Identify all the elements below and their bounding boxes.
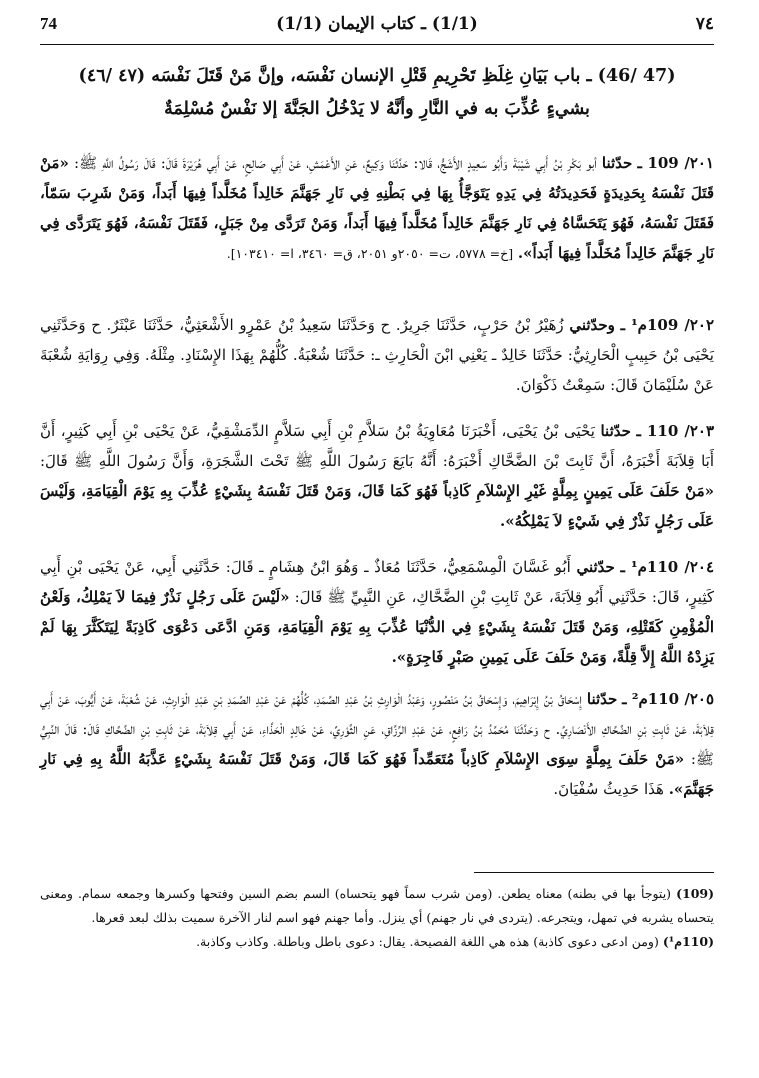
running-header (40, 12, 714, 42)
hadith-keyword: حدّثنا (586, 690, 618, 708)
hadith-sanad: زُهَيْرُ بْنُ حَرْبٍ، حَدَّثَنَا جَرِيرٌ. ح وَحَدَّثَنَا سَعِيدُ بْنُ عَمْرٍو الأَشْعَثِيُّ، حَدَّثَنَا عَبْثَرٌ. ح وَحَدَّثَنِي يَحْيَى بْنُ حَبِيبٍ الْحَارِثِيُّ: حَدَّثَنَا خَالِدٌ ـ يَعْنِي ابْنَ الْحَارِثِ ـ: حَدَّثَنَا شُعْبَةُ. كُلُّهُمْ بِهَذَا الإِسْنَادِ. مِثْلَهُ. وَفِي رِوَايَةِ شُعْبَةَ عَنْ سُلَيْمَانَ قَالَ: سَمِعْتُ ذَكْوَانَ. (40, 316, 714, 394)
hadith-matn: «لَيْسَ عَلَى رَجُلٍ نَذْرٌ فِيمَا لاَ يَمْلِكُ، وَلَعْنُ الْمُؤْمِنِ كَقَتْلِهِ، وَمَنْ قَتَلَ نَفْسَهُ بِشَيْءٍ فِي الدُّنْيَا عُذِّبَ بِهِ يَوْمَ الْقِيَامَةِ، وَمَنِ ادَّعَى دَعْوَى كَاذِبَةً لِيَتَكَثَّرَ بِهَا لَمْ يَزِدْهُ اللَّهُ إِلاَّ قِلَّةً، وَمَنْ حَلَفَ عَلَى يَمِينِ صَبْرٍ فَاجِرَةٍ». (40, 588, 714, 666)
footnote-109 (40, 882, 714, 930)
hadith-sanad: أبو بَكْرِ بْنُ أَبِي شَيْبَةَ وَأَبُو سَعِيدٍ الأَشَجُّ، قَالا: حَدَّثَنَا وَكِيعٌ، عَنِ الأَعْمَشِ، عَنْ أَبِي صَالِحٍ، عَنْ أَبِي هُرَيْرَةَ قَالَ: قَالَ رَسُولُ اللَّهِ ﷺ: (73, 154, 597, 172)
hadith-cross-reference: [خ= ٥٧٧٨، ت= ٢٠٥٠و ٢٠٥١، ق= ٣٤٦٠، ا= ١٠٣٤١٠]. (226, 246, 514, 261)
hadith-keyword: حدّثني (576, 558, 615, 576)
hadith-matn: «مَنْ حَلَفَ عَلَى يَمِينٍ بِمِلَّةٍ غَيْرِ الإِسْلاَمِ كَاذِباً فَهُوَ كَمَا قَالَ، وَمَنْ قَتَلَ نَفْسَهُ بِشَيْءٍ عُذِّبَ بِهِ يَوْمَ الْقِيَامَةِ، وَلَيْسَ عَلَى رَجُلٍ نَذْرٌ فِي شَيْءٍ لاَ يَمْلِكُهُ». (40, 482, 714, 530)
footnote-text: (ومن ادعى دعوى كاذبة) هذه هي اللغة الفصيحة. يقال: دعوى باطل وباطلة. وكاذب وكاذبة. (196, 934, 659, 949)
hadith-sanad: إِسْحَاقُ بْنُ إِبْرَاهِيمَ، وَإِسْحَاقُ بْنُ مَنْصُورٍ، وَعَبْدُ الْوَارِثِ بْنُ عَبْدِ الصَّمَدِ، كُلُّهُمْ عَنْ عَبْدِ الصَّمَدِ بْنِ عَبْدِ الْوَارِثِ، عَنْ شُعْبَةَ، عَنْ أَيُّوبَ، عَنْ أَبِي قِلاَبَةَ، عَنْ ثَابِتِ بْنِ الضَّحَّاكِ الأَنْصَارِيِّ. ح وَحَدَّثَنَا مُحَمَّدُ بْنُ رَافِعٍ، عَنْ عَبْدِ الرَّزَّاقِ، عَنِ الثَّوْرِيِّ، عَنْ خَالِدٍ الْحَذَّاءِ، عَنْ أَبِي قِلاَبَةَ، عَنْ ثَابِتِ بْنِ الضَّحَّاكِ قَالَ: قَالَ النَّبِيُّ ﷺ: (40, 690, 714, 768)
footnote-110m1 (40, 930, 714, 954)
chapter-title-line-2: بشيءٍ عُذِّبَ به في النَّارِ وأنَّهُ لا يَدْخُلُ الجَنَّةَ إلا نَفْسٌ مُسْلِمَةٌ (164, 99, 590, 119)
footnote-ref: (110م¹) (662, 934, 714, 949)
hadith-202 (40, 310, 714, 400)
hadith-number: ٢٠٢/ 109م¹ ـ (620, 316, 715, 334)
page-number-arabic: ٧٤ (695, 14, 714, 34)
chapter-title-line-1: (47 /46) ـ باب بَيَانِ غِلَظِ تَحْرِيمِ قَتْلِ الإنسان نَفْسَه، وإنَّ مَنْ قَتَلَ نَفْسَه (٤٧ /٤٦) (78, 66, 676, 86)
header-rule (40, 44, 714, 45)
hadith-205 (40, 684, 714, 804)
hadith-keyword: حدّثنا (600, 422, 631, 440)
hadith-keyword: حدّثنا (601, 154, 633, 172)
hadith-sanad: أَبُو غَسَّانَ الْمِسْمَعِيُّ، حَدَّثَنَا مُعَاذٌ ـ وَهُوَ ابْنُ هِشَامٍ ـ قَالَ: حَدَّثَنِي أَبِي، عَنْ يَحْيَى بْنِ أَبِي كَثِيرٍ، قَالَ: حَدَّثَنِي أَبُو قِلاَبَةَ، عَنْ ثَابِتِ بْنِ الضَّحَّاكِ، عَنِ النَّبِيِّ ﷺ قَالَ: (40, 558, 714, 606)
hadith-number: ٢٠٥/ 110م² ـ (622, 690, 715, 708)
footnotes (40, 882, 714, 954)
hadith-number: ٢٠٤/ 110م¹ ـ (620, 558, 714, 576)
hadith-204 (40, 552, 714, 672)
page-number-latin: 74 (40, 14, 57, 33)
hadith-201 (40, 148, 714, 269)
footnote-ref: (109) (676, 886, 715, 901)
hadith-tail-note: هَذَا حَدِيثُ سُفْيَانَ. (553, 780, 664, 798)
hadith-sanad: يَحْيَى بْنُ يَحْيَى، أَخْبَرَنَا مُعَاوِيَةُ بْنُ سَلاَّمِ بْنِ أَبِي سَلاَّمٍ الدِّمَشْقِيُّ، عَنْ يَحْيَى بْنِ أَبِي كَثِيرٍ، أَنَّ أَبَا قِلاَبَةَ أَخْبَرَهُ، أَنَّ ثَابِتَ بْنَ الضَّحَّاكِ أَخْبَرَهُ: أَنَّهُ بَايَعَ رَسُولَ اللَّهِ ﷺ تَحْتَ الشَّجَرَةِ، وَأَنَّ رَسُولَ اللَّهِ ﷺ قَالَ: (40, 422, 714, 470)
hadith-203 (40, 416, 714, 536)
hadith-matn: «مَنْ حَلَفَ بِمِلَّةٍ سِوَى الإِسْلاَمِ كَاذِباً مُتَعَمِّداً فَهُوَ كَمَا قَالَ، وَمَنْ قَتَلَ نَفْسَهُ بِشَيْءٍ عَذَّبَهُ اللَّهُ بِهِ فِي نَارِ جَهَنَّمَ». (40, 750, 714, 798)
hadith-keyword: وحدّثني (569, 316, 615, 334)
hadith-number: ٢٠١/ 109 ـ (637, 154, 714, 172)
footnote-text: (يتوجأ بها في بطنه) معناه يطعن. (ومن شرب سماً فهو يتحساه) السم بضم السين وفتحها وكسرها وجمعه سمام. ومعنى يتحساه يشربه في تمهل، ويتجرعه. (يتردى في نار جهنم) أي ينزل. وأما جهنم فهو اسم لنار الآخرة سميت بذلك لبعد قعرها. (40, 886, 714, 925)
hadith-matn: «مَنْ قَتَلَ نَفْسَهُ بِحَدِيدَةٍ فَحَدِيدَتُهُ فِي يَدِهِ يَتَوَجَّأُ بِهَا فِي بَطْنِهِ فِي نَارِ جَهَنَّمَ خَالِداً مُخَلَّداً فِيهَا أَبَداً، وَمَنْ شَرِبَ سَمّاً، فَقَتَلَ نَفْسَهُ، فَهُوَ يَتَحَسَّاهُ فِي نَارِ جَهَنَّمَ خَالِداً مُخَلَّداً فِيهَا أَبَداً، وَمَنْ تَرَدَّى مِنْ جَبَلٍ، فَقَتَلَ نَفْسَهُ، فَهُوَ يَتَرَدَّى فِي نَارِ جَهَنَّمَ خَالِداً مُخَلَّداً فِيهَا أَبَداً». (40, 154, 714, 262)
hadith-number: ٢٠٣/ 110 ـ (636, 422, 714, 440)
footnote-separator (474, 872, 714, 873)
running-title: (1/1) ـ كتاب الإيمان (1/1) (276, 14, 478, 34)
chapter-title (40, 60, 714, 126)
